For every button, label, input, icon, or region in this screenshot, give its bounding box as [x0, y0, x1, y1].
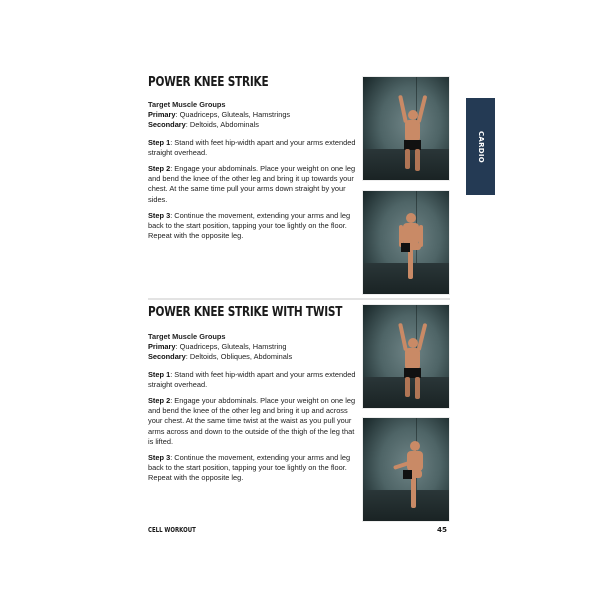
- exercise-photo: [362, 417, 450, 522]
- secondary-muscles: Secondary: Deltoids, Obliques, Abdominals: [148, 352, 293, 362]
- step-1: Step 1: Stand with feet hip-width apart and your arms extended straight overhead.: [148, 369, 356, 389]
- step-2: Step 2: Engage your abdominals. Place your weight on one leg and bend the knee of the other leg and bring it up towards your chest. At the same time pull your arms down straight by your sides.: [148, 164, 356, 204]
- exercise-title: POWER KNEE STRIKE: [148, 74, 269, 90]
- exercise-details: [148, 100, 358, 247]
- step-1: Step 1: Stand with feet hip-width apart and your arms extended straight overhead.: [148, 137, 356, 157]
- step-3: Step 3: Continue the movement, extending your arms and leg back to the start position, tapping your toe lightly on the floor. Repeat with the opposite leg.: [148, 453, 351, 483]
- step-2: Step 2: Engage your abdominals. Place your weight on one leg and bend the knee of the other leg and bring it up and across your chest. At the same time twist at the waist as you pull your arms across and down to the outside of the thigh of the leg that is lifted.: [148, 396, 356, 446]
- target-muscle-heading: Target Muscle Groups: [148, 332, 226, 341]
- figure-knee-raise-icon: [363, 191, 450, 295]
- page-number: 45: [437, 525, 448, 534]
- figure-twist-icon: [363, 418, 450, 522]
- target-muscle-heading: Target Muscle Groups: [148, 100, 226, 109]
- exercise-photo: [362, 304, 450, 409]
- exercise-details: [148, 332, 358, 490]
- footer-book-title: CELL WORKOUT: [148, 526, 196, 534]
- exercise-photo: [362, 76, 450, 181]
- step-3: Step 3: Continue the movement, extending your arms and leg back to the start position, tapping your toe lightly on the floor. Repeat with the opposite leg.: [148, 210, 351, 241]
- primary-muscles: Primary: Quadriceps, Gluteals, Hamstring: [148, 342, 287, 352]
- figure-arms-up-icon: [363, 305, 450, 409]
- exercise-title: POWER KNEE STRIKE WITH TWIST: [148, 304, 343, 320]
- secondary-muscles: Secondary: Deltoids, Abdominals: [148, 120, 259, 130]
- section-tab-cardio: CARDIO: [466, 98, 495, 195]
- exercise-photo: [362, 190, 450, 295]
- section-divider: [148, 298, 450, 300]
- figure-arms-up-icon: [363, 77, 450, 181]
- primary-muscles: Primary: Quadriceps, Gluteals, Hamstrings: [148, 110, 291, 120]
